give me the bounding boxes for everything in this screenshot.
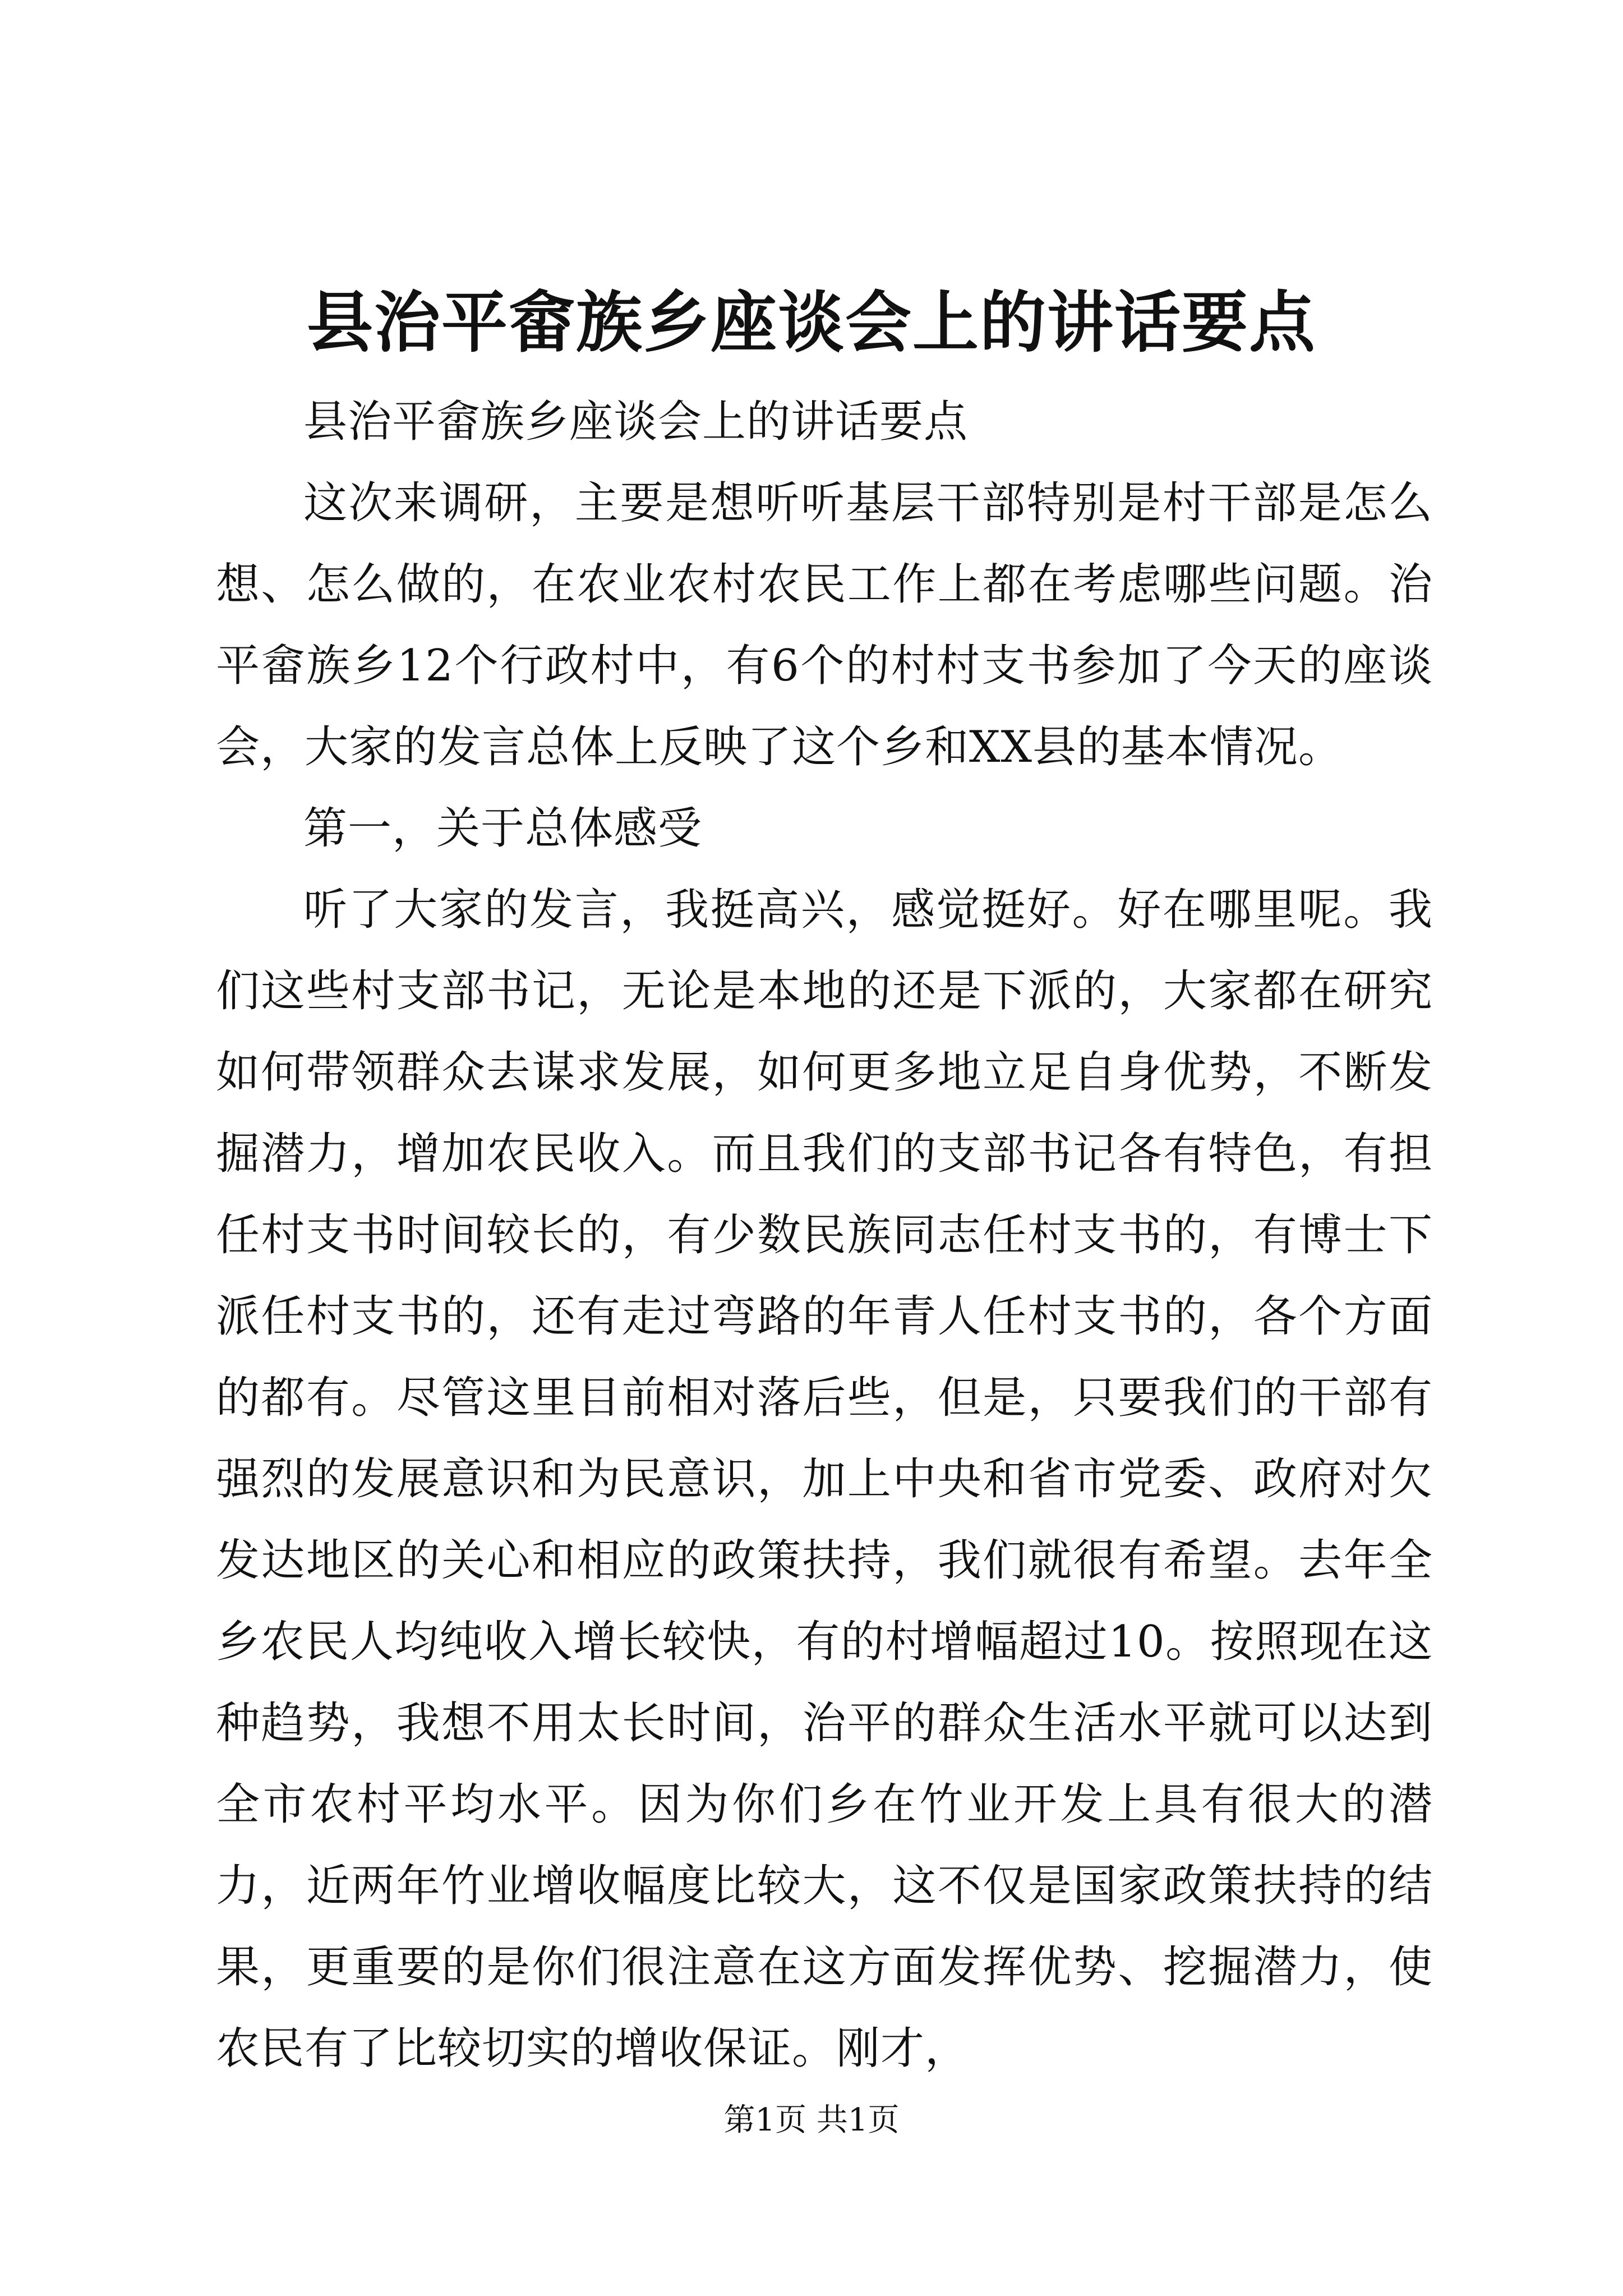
document-title: 县治平畲族乡座谈会上的讲话要点 [306, 283, 1316, 361]
paragraph-subtitle: 县治平畲族乡座谈会上的讲话要点 [303, 397, 969, 447]
document-body [216, 381, 1433, 2090]
page-number: 第1页 共1页 [723, 2102, 900, 2138]
section-heading-first: 第一，关于总体感受 [303, 803, 703, 854]
paragraph-feelings: 听了大家的发言，我挺高兴，感觉挺好。好在哪里呢。我们这些村支部书记，无论是本地的还是下派的，大家都在研究如何带领群众去谋求发展，如何更多地立足自身优势，不断发掘潜力，增加农民收入。而且我们的支部书记各有特色，有担任村支书时间较长的，有少数民族同志任村支书的，有博士下派任村支书的，还有走过弯路的年青人任村支书的，各个方面的都有。尽管这里目前相对落后些，但是，只要我们的干部有强烈的发展意识和为民意识，加上中央和省市党委、政府对欠发达地区的关心和相应的政策扶持，我们就很有希望。去年全乡农民人均纯收入增长较快，有的村增幅超过10。按照现在这种趋势，我想不用太长时间，治平的群众生活水平就可以达到全市农村平均水平。因为你们乡在竹业开发上具有很大的潜力，近两年竹业增收幅度比较大，这不仅是国家政策扶持的结果，更重要的是你们很注意在这方面发挥优势、挖掘潜力，使农民有了比较切实的增收保证。刚才， [216, 885, 1433, 2074]
paragraph-intro: 这次来调研，主要是想听听基层干部特别是村干部是怎么想、怎么做的，在农业农村农民工作上都在考虑哪些问题。治平畲族乡12个行政村中，有6个的村村支书参加了今天的座谈会，大家的发言总体上反映了这个乡和XX县的基本情况。 [216, 478, 1433, 772]
